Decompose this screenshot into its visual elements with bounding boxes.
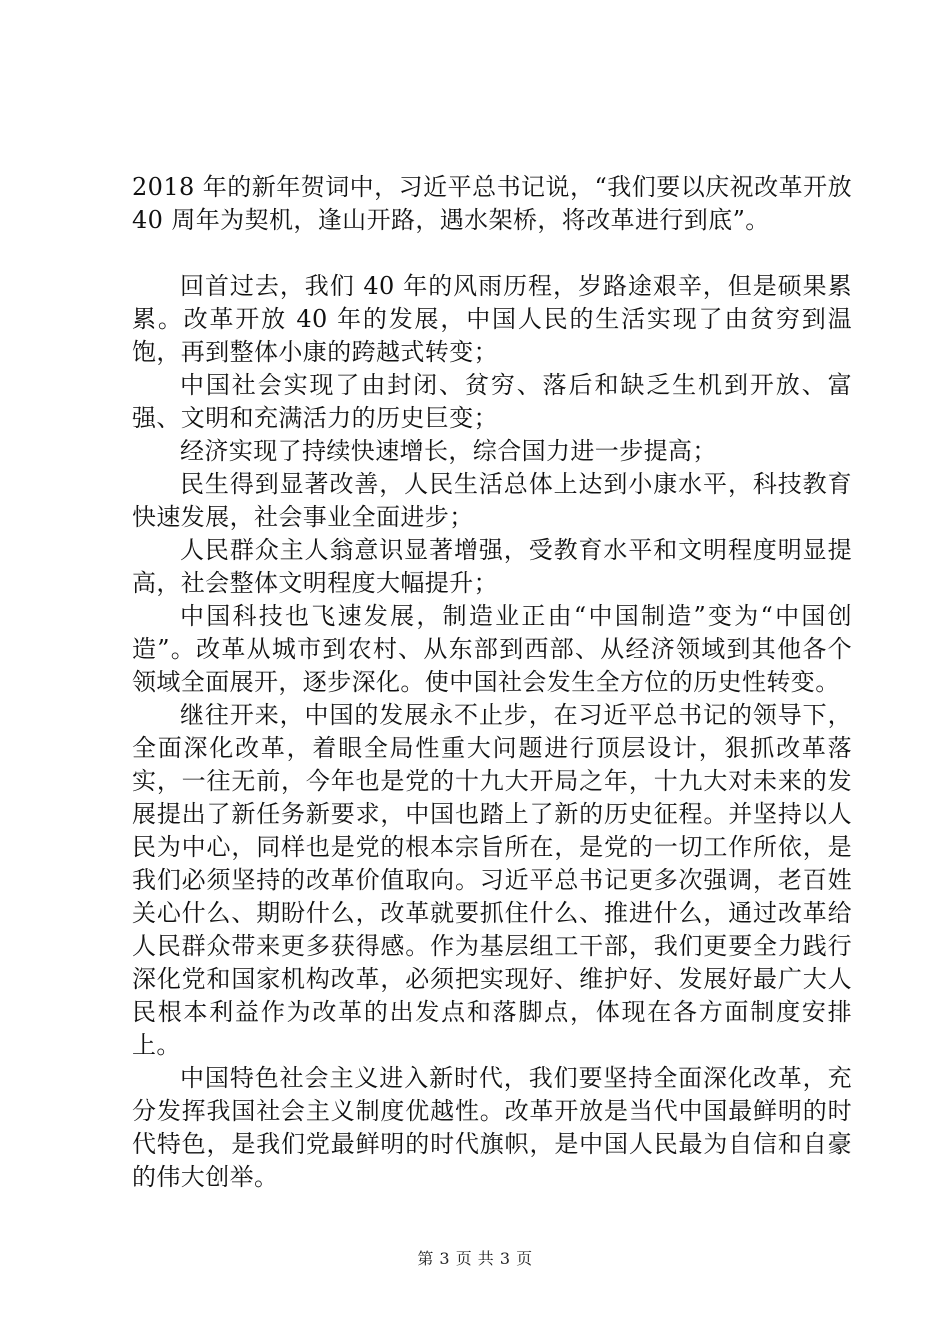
page-footer: 第 3 页 共 3 页 <box>417 1249 533 1268</box>
paragraph: 回首过去，我们 40 年的风雨历程，岁路途艰辛，但是硕果累累。改革开放 40 年的发展，中国人民的生活实现了由贫穷到温饱，再到整体小康的跨越式转变； <box>132 272 852 366</box>
paragraph: 继往开来，中国的发展永不止步，在习近平总书记的领导下，全面深化改革，着眼全局性重大问题进行顶层设计，狠抓改革落实，一往无前，今年也是党的十九大开局之年，十九大对未来的发展提出了新任务新要求，中国也踏上了新的历史征程。并坚持以人民为中心，同样也是党的根本宗旨所在，是党的一切工作所依，是我们必须坚持的改革价值取向。习近平总书记更多次强调，老百姓关心什么、期盼什么，改革就要抓住什么、推进什么，通过改革给人民群众带来更多获得感。作为基层组工干部，我们更要全力践行深化党和国家机构改革，必须把实现好、维护好、发展好最广大人民根本利益作为改革的出发点和落脚点，体现在各方面制度安排上。 <box>132 701 852 1059</box>
paragraph: 民生得到显著改善，人民生活总体上达到小康水平，科技教育快速发展，社会事业全面进步； <box>132 470 852 531</box>
paragraph: 中国特色社会主义进入新时代，我们要坚持全面深化改革，充分发挥我国社会主义制度优越性。改革开放是当代中国最鲜明的时代特色，是我们党最鲜明的时代旗帜，是中国人民最为自信和自豪的伟大创举。 <box>132 1064 852 1191</box>
paragraph-intro: 2018 年的新年贺词中，习近平总书记说，“我们要以庆祝改革开放 40 周年为契机，逢山开路，遇水架桥，将改革进行到底”。 <box>132 173 852 234</box>
paragraph: 经济实现了持续快速增长，综合国力进一步提高； <box>180 437 717 465</box>
paragraph: 人民群众主人翁意识显著增强，受教育水平和文明程度明显提高，社会整体文明程度大幅提升； <box>132 536 852 597</box>
paragraph: 中国科技也飞速发展，制造业正由“中国制造”变为“中国创造”。改革从城市到农村、从东部到西部、从经济领域到其他各个领域全面展开，逐步深化。使中国社会发生全方位的历史性转变。 <box>132 602 852 696</box>
paragraph: 中国社会实现了由封闭、贫穷、落后和缺乏生机到开放、富强、文明和充满活力的历史巨变； <box>132 371 852 432</box>
document-body <box>132 171 852 1194</box>
